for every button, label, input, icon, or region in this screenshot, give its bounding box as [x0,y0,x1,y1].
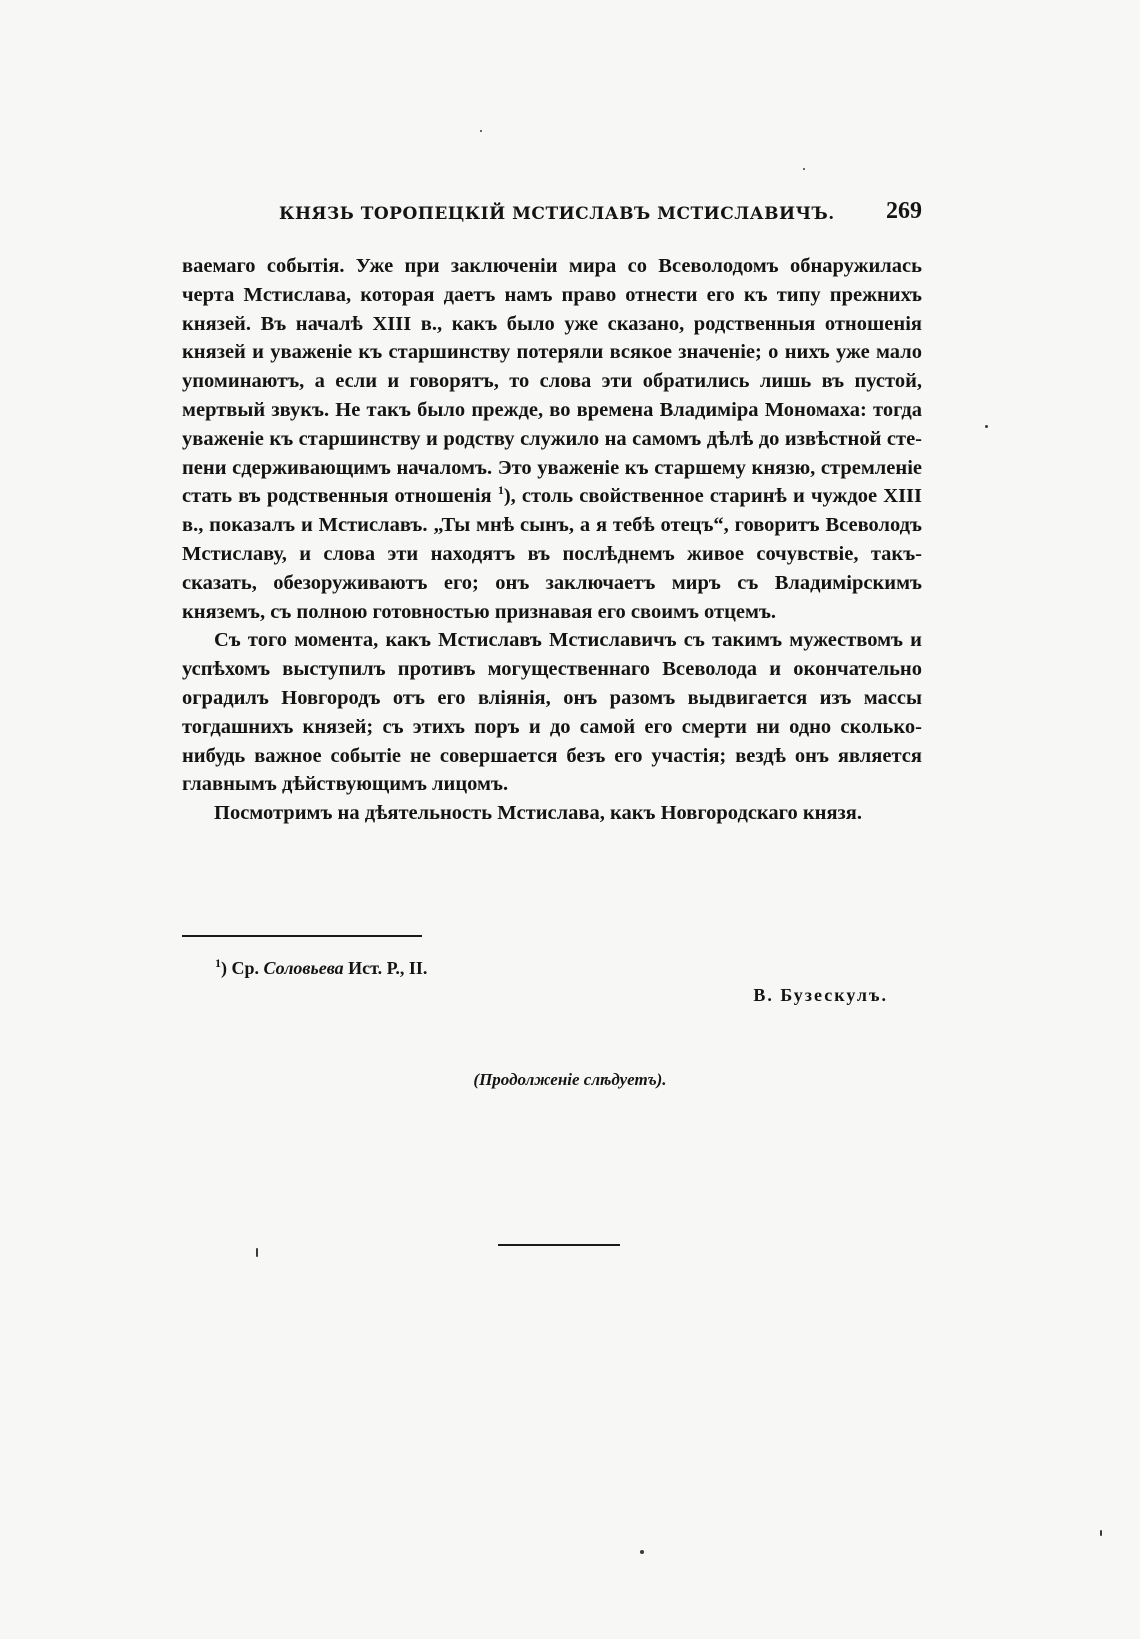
scan-speck [480,130,482,132]
paragraph-2: Съ того момента, какъ Мстиславъ Мстиславичъ съ такимъ мужествомъ и успѣхомъ выступилъ противъ могущественнаго Всеволода и окончательно оградилъ Новгородъ отъ его вліянія, онъ разомъ выдвигается изъ массы тогдашнихъ князей; съ этихъ поръ и до самой его смерти ни одно сколько-нибудь важное событіе не совершается безъ его участія; вездѣ онъ является главнымъ дѣйствующимъ лицомъ. [182,629,922,796]
paragraph-1-text: ваемаго событія. Уже при заключеніи мира со Всеволодомъ обнаружилась черта Мстислава, которая даетъ намъ право отнести его къ типу прежнихъ князей. Въ началѣ XIII в., какъ было уже сказано, родственныя отношенія князей и уваженіе къ старшинству потеряли всякое значеніе; о нихъ уже мало упоминаютъ, а если и говорятъ, то слова эти обратились лишь въ пустой, мертвый звукъ. Не такъ было прежде, во времена Владиміра Мономаха: тогда уваженіе къ старшинству и родству служило на самомъ дѣлѣ до извѣстной степени сдерживающимъ началомъ. Это уваженіе къ старшему князю, стремленіе стать въ родственныя отношенія [182,255,922,508]
scan-speck [803,168,805,170]
footnote [215,958,427,979]
running-header [182,198,922,232]
footnote-marker: 1 [215,956,221,970]
footnote-source: Ист. Р., II. [348,958,428,978]
continued-note: (Продолженіе слѣдуетъ). [473,1070,667,1089]
author-signature: В. Бузескулъ. [753,985,888,1005]
footnote-author: Соловьева [263,958,344,978]
scan-speck [985,425,988,428]
paragraph-1 [182,252,922,626]
scan-speck [640,1550,644,1554]
footnote-divider [182,935,422,937]
body-text [182,252,922,828]
running-title: КНЯЗЬ ТОРОПЕЦКІЙ МСТИСЛАВЪ МСТИСЛАВИЧЪ. [279,204,835,224]
scan-speck [1100,1530,1102,1536]
footnote-reference: 1 [497,483,504,498]
paragraph-1-continuation: ), столь свойственное старинѣ и чуждое XIII в., показалъ и Мстиславъ. „Ты мнѣ сынъ, а я тебѣ отецъ“, говоритъ Всеволодъ Мстиславу, и слова эти находятъ въ послѣднемъ живое сочувствіе, такъ-сказать, обезоруживаютъ его; онъ заключаетъ миръ съ Владимірскимъ княземъ, съ полною готовностью признавая его своимъ отцемъ. [182,485,923,623]
paragraph-3: Посмотримъ на дѣятельность Мстислава, какъ Новгородскаго князя. [214,802,863,825]
page-number: 269 [886,198,922,224]
end-divider [498,1244,620,1246]
footnote-prefix: ) Ср. [221,958,260,978]
scan-speck [256,1248,258,1257]
